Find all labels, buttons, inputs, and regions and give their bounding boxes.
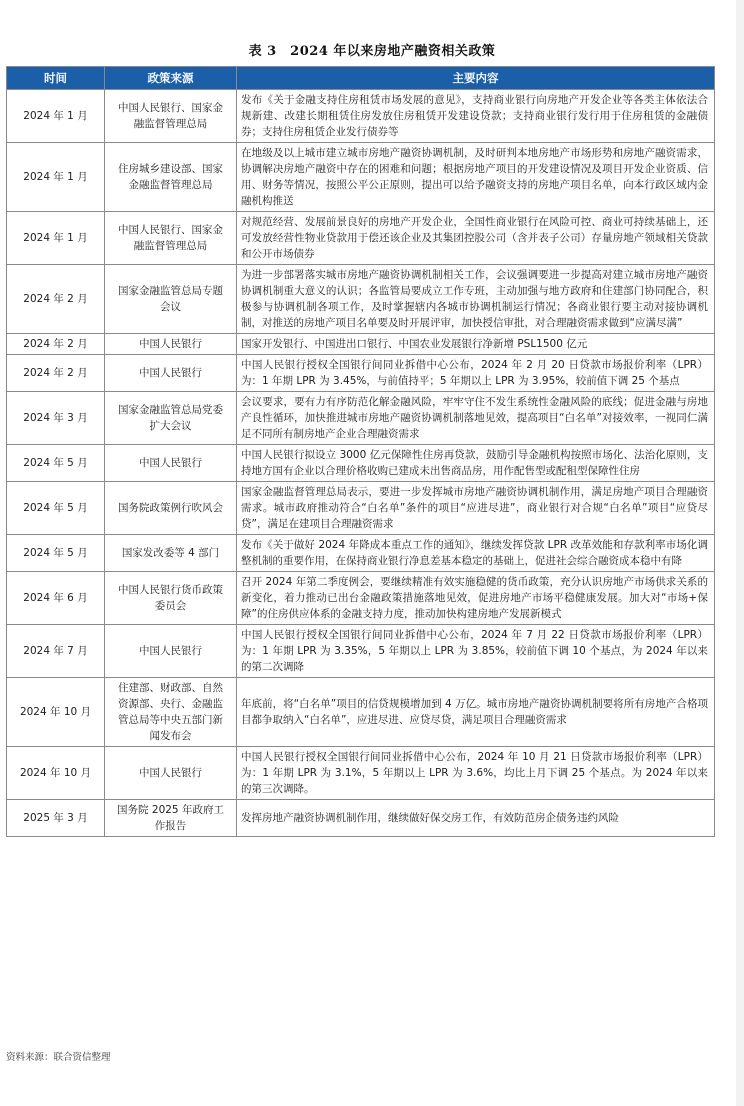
row-source: 国家发改委等 4 部门 (105, 535, 237, 572)
header-content: 主要内容 (237, 67, 715, 90)
row-content: 会议要求，要有力有序防范化解金融风险，牢牢守住不发生系统性金融风险的底线；促进金融与房地产良性循环，加快推进城市房地产融资协调机制落地见效，提高项目“白名单”对接效率，一视同仁满足不同所有制房地产企业合理融资需求 (237, 392, 715, 445)
table-row (7, 334, 715, 355)
row-source: 中国人民银行 (105, 445, 237, 482)
table-row (7, 482, 715, 535)
table-row (7, 265, 715, 334)
row-time: 2024 年 2 月 (7, 265, 105, 334)
row-time: 2024 年 1 月 (7, 212, 105, 265)
row-time: 2024 年 7 月 (7, 625, 105, 678)
row-content: 召开 2024 年第二季度例会，要继续精准有效实施稳健的货币政策，充分认识房地产市场供求关系的新变化，着力推动已出台金融政策措施落地见效，促进房地产市场平稳健康发展。加大对“市场+保障”的住房供应体系的金融支持力度，推动加快构建房地产发展新模式 (237, 572, 715, 625)
table-row (7, 143, 715, 212)
row-source: 国家金融监管总局专题会议 (105, 265, 237, 334)
row-source: 住建部、财政部、自然资源部、央行、金融监管总局等中央五部门新闻发布会 (105, 678, 237, 747)
row-time: 2024 年 5 月 (7, 482, 105, 535)
row-content: 发布《关于金融支持住房租赁市场发展的意见》，支持商业银行向房地产开发企业等各类主体依法合规新建、改建长期租赁住房发放住房租赁开发建设贷款；支持商业银行发行用于住房租赁的金融债券；支持住房租赁企业发行债券等 (237, 90, 715, 143)
table-header-row (7, 67, 715, 90)
table-row (7, 747, 715, 800)
table-row (7, 625, 715, 678)
table-row (7, 445, 715, 482)
row-source: 中国人民银行 (105, 334, 237, 355)
row-content: 中国人民银行授权全国银行间同业拆借中心公布，2024 年 2 月 20 日贷款市场报价利率（LPR）为：1 年期 LPR 为 3.45%，与前值持平；5 年期以上 LPR 为 3.95%，较前值下调 25 个基点 (237, 355, 715, 392)
table-row (7, 678, 715, 747)
row-content: 在地级及以上城市建立城市房地产融资协调机制，及时研判本地房地产市场形势和房地产融资需求，协调解决房地产融资中存在的困难和问题；根据房地产项目的开发建设情况及项目开发企业资质、信用、财务等情况，按照公平公正原则，提出可以给予融资支持的房地产项目名单，向本行政区域内金融机构推送 (237, 143, 715, 212)
row-content: 发布《关于做好 2024 年降成本重点工作的通知》，继续发挥贷款 LPR 改革效能和存款利率市场化调整机制的重要作用，在保持商业银行净息差基本稳定的基础上，促进社会综合融资成本稳中有降 (237, 535, 715, 572)
row-source: 国务院 2025 年政府工作报告 (105, 800, 237, 837)
header-time: 时间 (7, 67, 105, 90)
row-source: 中国人民银行、国家金融监督管理总局 (105, 90, 237, 143)
row-source: 中国人民银行 (105, 625, 237, 678)
row-time: 2024 年 6 月 (7, 572, 105, 625)
row-source: 国家金融监管总局党委扩大会议 (105, 392, 237, 445)
row-source: 中国人民银行、国家金融监督管理总局 (105, 212, 237, 265)
row-time: 2024 年 5 月 (7, 535, 105, 572)
table-row (7, 392, 715, 445)
table-row (7, 355, 715, 392)
table-row (7, 572, 715, 625)
page-edge (736, 0, 744, 1106)
row-time: 2024 年 3 月 (7, 392, 105, 445)
row-time: 2024 年 1 月 (7, 90, 105, 143)
row-content: 为进一步部署落实城市房地产融资协调机制相关工作，会议强调要进一步提高对建立城市房地产融资协调机制重大意义的认识；各监管局要成立工作专班，主动加强与地方政府和住建部门协同配合，积极参与协调机制各项工作，及时掌握辖内各城市协调机制运行情况；各商业银行要主动对接协调机制，对推送的房地产项目名单要及时开展评审，加快授信审批，对合理融资需求做到“应满尽满” (237, 265, 715, 334)
table-row (7, 800, 715, 837)
row-source: 国务院政策例行吹风会 (105, 482, 237, 535)
row-time: 2024 年 10 月 (7, 747, 105, 800)
table-row (7, 90, 715, 143)
row-time: 2024 年 1 月 (7, 143, 105, 212)
row-content: 中国人民银行授权全国银行间同业拆借中心公布，2024 年 10 月 21 日贷款市场报价利率（LPR）为：1 年期 LPR 为 3.1%，5 年期以上 LPR 为 3.6%，均比上月下调 25 个基点。为 2024 年以来的第三次调降。 (237, 747, 715, 800)
row-time: 2024 年 10 月 (7, 678, 105, 747)
table-caption: 表 3 2024 年以来房地产融资相关政策 (248, 44, 496, 59)
row-time: 2024 年 2 月 (7, 334, 105, 355)
row-source: 住房城乡建设部、国家金融监督管理总局 (105, 143, 237, 212)
row-source: 中国人民银行 (105, 355, 237, 392)
row-content: 中国人民银行授权全国银行间同业拆借中心公布，2024 年 7 月 22 日贷款市场报价利率（LPR）为：1 年期 LPR 为 3.35%，5 年期以上 LPR 为 3.85%，较前值下调 10 个基点，为 2024 年以来的第二次调降 (237, 625, 715, 678)
row-time: 2024 年 2 月 (7, 355, 105, 392)
row-content: 中国人民银行拟设立 3000 亿元保障性住房再贷款，鼓励引导金融机构按照市场化、法治化原则，支持地方国有企业以合理价格收购已建成未出售商品房，用作配售型或配租型保障性住房 (237, 445, 715, 482)
row-content: 国家金融监督管理总局表示，要进一步发挥城市房地产融资协调机制作用，满足房地产项目合理融资需求。城市政府推动符合“白名单”条件的项目“应进尽进”，商业银行对合规“白名单”项目“应贷尽贷”，满足在建项目合理融资需求 (237, 482, 715, 535)
row-content: 年底前，将“白名单”项目的信贷规模增加到 4 万亿。城市房地产融资协调机制要将所有房地产合格项目都争取纳入“白名单”，应进尽进、应贷尽贷，满足项目合理融资需求 (237, 678, 715, 747)
row-content: 对规范经营、发展前景良好的房地产开发企业，全国性商业银行在风险可控、商业可持续基础上，还可发放经营性物业贷款用于偿还该企业及其集团控股公司（含并表子公司）存量房地产领域相关贷款和公开市场债券 (237, 212, 715, 265)
row-content: 国家开发银行、中国进出口银行、中国农业发展银行净新增 PSL1500 亿元 (237, 334, 715, 355)
source-note: 资料来源：联合资信整理 (6, 1052, 111, 1063)
row-content: 发挥房地产融资协调机制作用，继续做好保交房工作，有效防范房企债务违约风险 (237, 800, 715, 837)
row-time: 2025 年 3 月 (7, 800, 105, 837)
table-row (7, 535, 715, 572)
table-row (7, 212, 715, 265)
row-source: 中国人民银行 (105, 747, 237, 800)
policy-table (6, 66, 715, 837)
row-time: 2024 年 5 月 (7, 445, 105, 482)
row-source: 中国人民银行货币政策委员会 (105, 572, 237, 625)
header-source: 政策来源 (105, 67, 237, 90)
